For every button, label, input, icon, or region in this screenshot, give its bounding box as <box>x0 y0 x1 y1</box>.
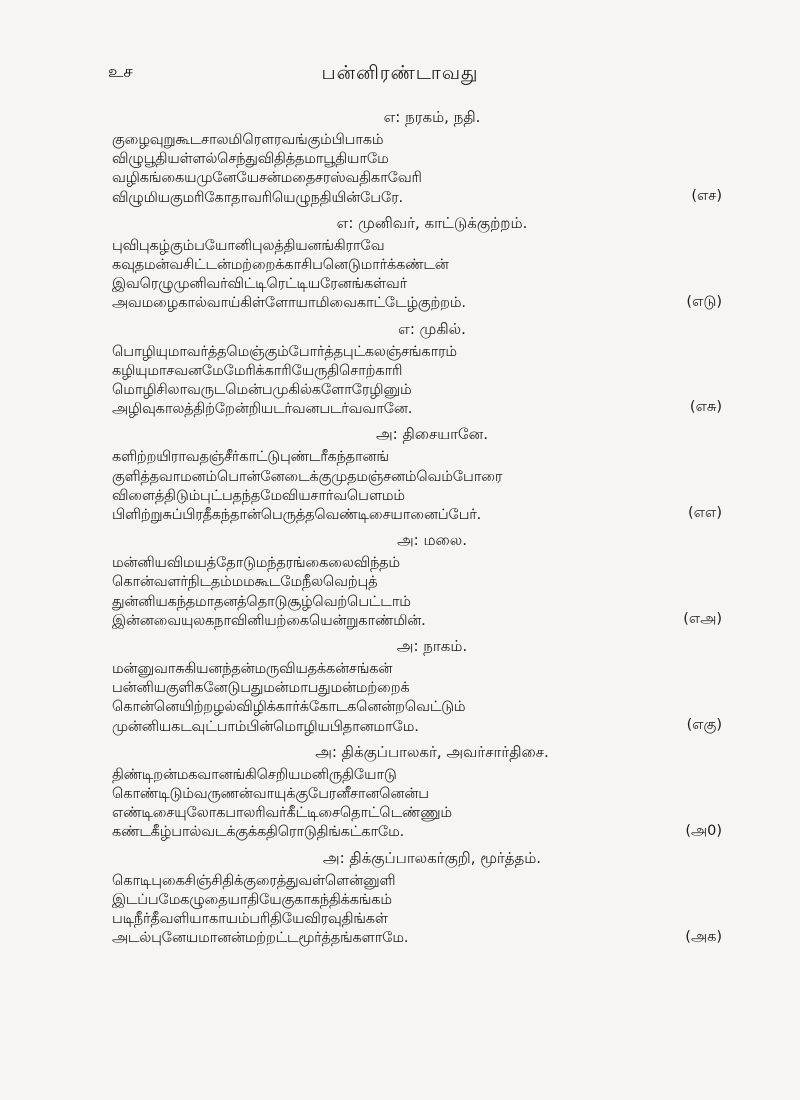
verse-line: எண்டிசையுலோகபாலரிவர்கீட்டிசைதொட்டெண்ணும் <box>112 805 452 822</box>
verse-number: (எஅ) <box>683 611 722 628</box>
verse-line: திண்டிறன்மகவானங்கிசெறியமனிருதியோடு <box>112 766 397 783</box>
verse-line: அழிவுகாலத்திற்றேன்றியடர்வனபடர்வவானே. <box>112 401 413 418</box>
verse-line: அடல்புனேயமானன்மற்றட்டமூர்த்தங்களாமே. <box>112 930 409 947</box>
section-heading: அ: திசையானே. <box>376 425 488 444</box>
verse-line: களிற்றயிராவதஞ்சீர்காட்டுபுண்டரீகந்தானங் <box>112 449 389 466</box>
verse-line: விளைத்திடும்புட்பதந்தமேவியசார்வபௌமம் <box>112 487 405 504</box>
verse-line: மன்னுவாசுகியனந்தன்மருவியதக்கன்சங்கன் <box>112 661 393 678</box>
verse-line: கொண்டிடும்வருணன்வாயுக்குபேரனீசானனென்ப <box>112 786 429 803</box>
verse-line: கண்டகீழ்பால்வடக்குக்கதிரொடுதிங்கட்காமே. <box>112 824 405 841</box>
verse-line: மன்னியவிமயத்தோடுமந்தரங்கைலைவிந்தம் <box>112 555 400 572</box>
verse-section <box>112 847 722 949</box>
verse-line: வழிகங்கையமுனேயேசன்மதைசரஸ்வதிகாவேரி <box>112 170 422 187</box>
verse-line: விழுமியகுமரிகோதாவரியெழுநதியின்பேரே. <box>112 189 403 206</box>
section-heading: எ: நரகம், நதி. <box>383 108 481 126</box>
verse-line: கவுதமன்வசிட்டன்மற்றைக்காசிபனெடுமார்க்கண்டன் <box>112 257 449 274</box>
verse-line: அவமழைகால்வாய்கிள்ளோயாமிவைகாட்டேழ்குற்றம். <box>112 295 466 312</box>
page-header <box>0 62 800 92</box>
verse-line: இவரெழுமுனிவர்விட்டிரெட்டியரேனங்கள்வர் <box>112 276 407 293</box>
verse-line: குளித்தவாமனம்பொன்னேடைக்குமுதமஞ்சனம்வெம்போரை <box>112 468 503 485</box>
verse-number: (எச) <box>691 187 722 204</box>
verse-line: கொன்வளர்நிடதம்மமகூடமேநீலவெற்புத் <box>112 574 378 591</box>
page-number: உச <box>108 62 133 82</box>
verse-section <box>112 635 722 737</box>
verse-line: துன்னியகந்தமாதனத்தொடுசூழ்வெற்பெட்டாம் <box>112 593 411 610</box>
verse-number: (எடு) <box>686 293 722 310</box>
verse-line: படிநீர்தீவளியாகாயம்பரிதியேவிரவுதிங்கள் <box>112 911 388 928</box>
verse-section <box>112 741 722 843</box>
verse-line: இன்னவையுலகநாவினியற்கையென்றுகாண்மின். <box>112 612 426 629</box>
verse-number: (அ0) <box>685 822 722 839</box>
verse-number: (அக) <box>685 928 722 945</box>
verse-section <box>112 529 722 631</box>
verse-line: கொன்னெயிற்றழல்விழிக்கார்க்கோடகனென்றவெட்டும் <box>112 699 466 716</box>
section-heading: அ: நாகம். <box>396 637 468 656</box>
verse-section <box>112 212 722 314</box>
verse-line: குழைவுறுகூடசாலமிரௌரவங்கும்பிபாகம் <box>112 132 384 148</box>
verse-line: பொழியுமாவர்த்தமெஞ்கும்போர்த்தபுட்கலஞ்சங்காரம் <box>112 343 457 360</box>
verse-line: மொழிசிலாவருடமென்பமுகில்களோரேழினும் <box>112 382 412 399</box>
verse-line: விழுபூதியள்ளல்செந்துவிதித்தமாபூதியாமே <box>112 151 389 168</box>
section-heading: அ: திக்குப்பாலகர், அவர்சார்திசை. <box>315 742 549 761</box>
verse-line: புவிபுகழ்கும்பயோனிபுலத்தியனங்கிராவே <box>112 237 385 254</box>
verse-number: (எஎ) <box>688 505 722 522</box>
verse-line: முன்னியகடவுட்பாம்பின்மொழியபிதானமாமே. <box>112 718 419 735</box>
page-title: பன்னிரண்டாவது <box>321 62 479 84</box>
verse-number: (எசு) <box>689 399 722 416</box>
verse-section <box>112 106 722 208</box>
verse-content <box>112 106 722 953</box>
verse-line: கழியுமாசவனமேமேரிக்காரியேருதிசொற்காரி <box>112 362 403 379</box>
verse-number: (எகு) <box>686 716 722 733</box>
section-heading: எ: முனிவர், காட்டுக்குற்றம். <box>336 213 528 232</box>
verse-section <box>112 423 722 525</box>
section-heading: அ: திக்குப்பாலகர்குறி, மூர்த்தம். <box>322 848 542 867</box>
section-heading: அ: மலை. <box>397 531 467 550</box>
verse-line: பிளிற்றுசுப்பிரதீகந்தான்பெருத்தவெண்டிசையானைப்பேர். <box>112 507 482 524</box>
verse-line: கொடிபுகைசிஞ்சிதிக்குரைத்துவள்ளென்னுளி <box>112 872 396 889</box>
verse-section <box>112 318 722 420</box>
section-heading: எ: முகில். <box>398 319 466 338</box>
verse-line: இடப்பமேகழுதையாதியேகுகாகந்திக்கங்கம் <box>112 891 392 908</box>
verse-line: பன்னியகுளிகனேடுபதுமன்மாபதுமன்மற்றைக் <box>112 680 410 697</box>
